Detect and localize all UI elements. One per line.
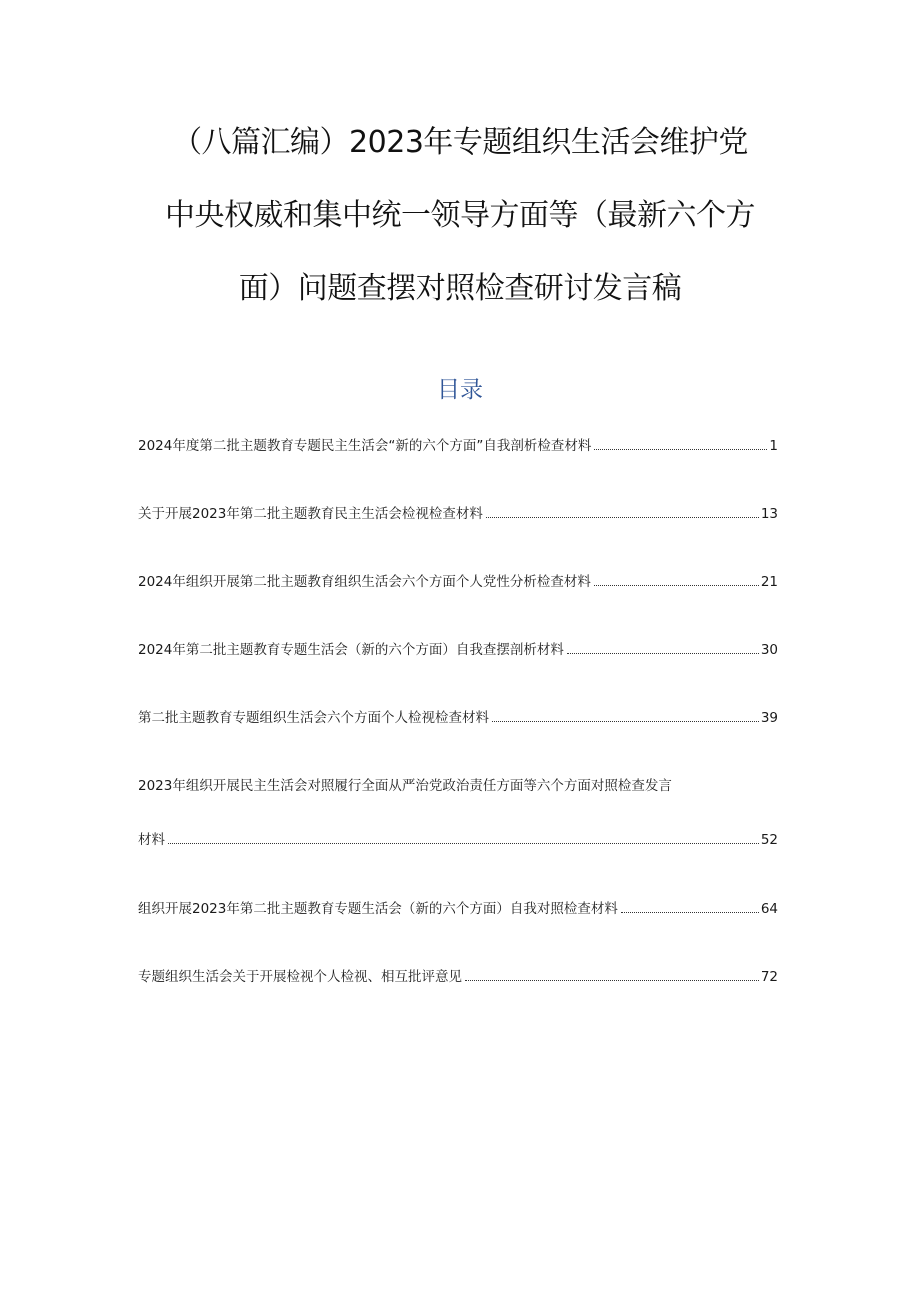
toc-page-number: 21 xyxy=(760,574,778,590)
toc-entry-text: 2024年组织开展第二批主题教育组织生活会六个方面个人党性分析检查材料 xyxy=(138,574,591,590)
toc-entry-text: 第二批主题教育专题组织生活会六个方面个人检视检查材料 xyxy=(138,710,489,726)
toc-entry-1[interactable] xyxy=(138,436,778,456)
toc-entry-5[interactable] xyxy=(138,708,778,728)
toc-page-number: 30 xyxy=(760,642,778,658)
toc-page-number: 72 xyxy=(760,969,778,985)
toc-leader-dots xyxy=(465,980,759,981)
toc-entry-text: 2024年第二批主题教育专题生活会（新的六个方面）自我查摆剖析材料 xyxy=(138,642,564,658)
toc-leader-dots xyxy=(168,843,759,844)
toc-entry-6-line-1[interactable]: 2023年组织开展民主生活会对照履行全面从严治党政治责任方面等六个方面对照检查发言 xyxy=(138,778,672,794)
toc-entry-8[interactable] xyxy=(138,967,778,987)
toc-leader-dots xyxy=(492,721,759,722)
toc-page-number: 64 xyxy=(760,901,778,917)
toc-entry-text: 关于开展2023年第二批主题教育民主生活会检视检查材料 xyxy=(138,506,483,522)
toc-entry-4[interactable] xyxy=(138,640,778,660)
toc-entry-6[interactable] xyxy=(138,830,778,850)
toc-entry-7[interactable] xyxy=(138,899,778,919)
toc-leader-dots xyxy=(594,585,759,586)
document-title xyxy=(140,125,780,347)
toc-page-number: 1 xyxy=(769,438,778,454)
toc-entry-3[interactable] xyxy=(138,572,778,592)
toc-leader-dots xyxy=(567,653,759,654)
toc-heading: 目录 xyxy=(437,377,483,403)
toc-leader-dots xyxy=(594,449,767,450)
toc-page-number: 13 xyxy=(760,506,778,522)
title-line-2: 中央权威和集中统一领导方面等（最新六个方 xyxy=(165,198,755,233)
title-line-3: 面）问题查摆对照检查研讨发言稿 xyxy=(238,271,682,306)
toc-page-number: 52 xyxy=(760,832,778,848)
title-line-1: （八篇汇编）2023年专题组织生活会维护党 xyxy=(172,125,748,160)
toc-entry-text: 材料 xyxy=(138,832,165,848)
toc-entry-text: 专题组织生活会关于开展检视个人检视、相互批评意见 xyxy=(138,969,462,985)
toc-entry-text: 组织开展2023年第二批主题教育专题生活会（新的六个方面）自我对照检查材料 xyxy=(138,901,618,917)
toc-entry-2[interactable] xyxy=(138,504,778,524)
toc-leader-dots xyxy=(621,912,759,913)
toc-entry-text: 2024年度第二批主题教育专题民主生活会“新的六个方面”自我剖析检查材料 xyxy=(138,438,592,454)
toc-leader-dots xyxy=(486,517,759,518)
toc-page-number: 39 xyxy=(760,710,778,726)
